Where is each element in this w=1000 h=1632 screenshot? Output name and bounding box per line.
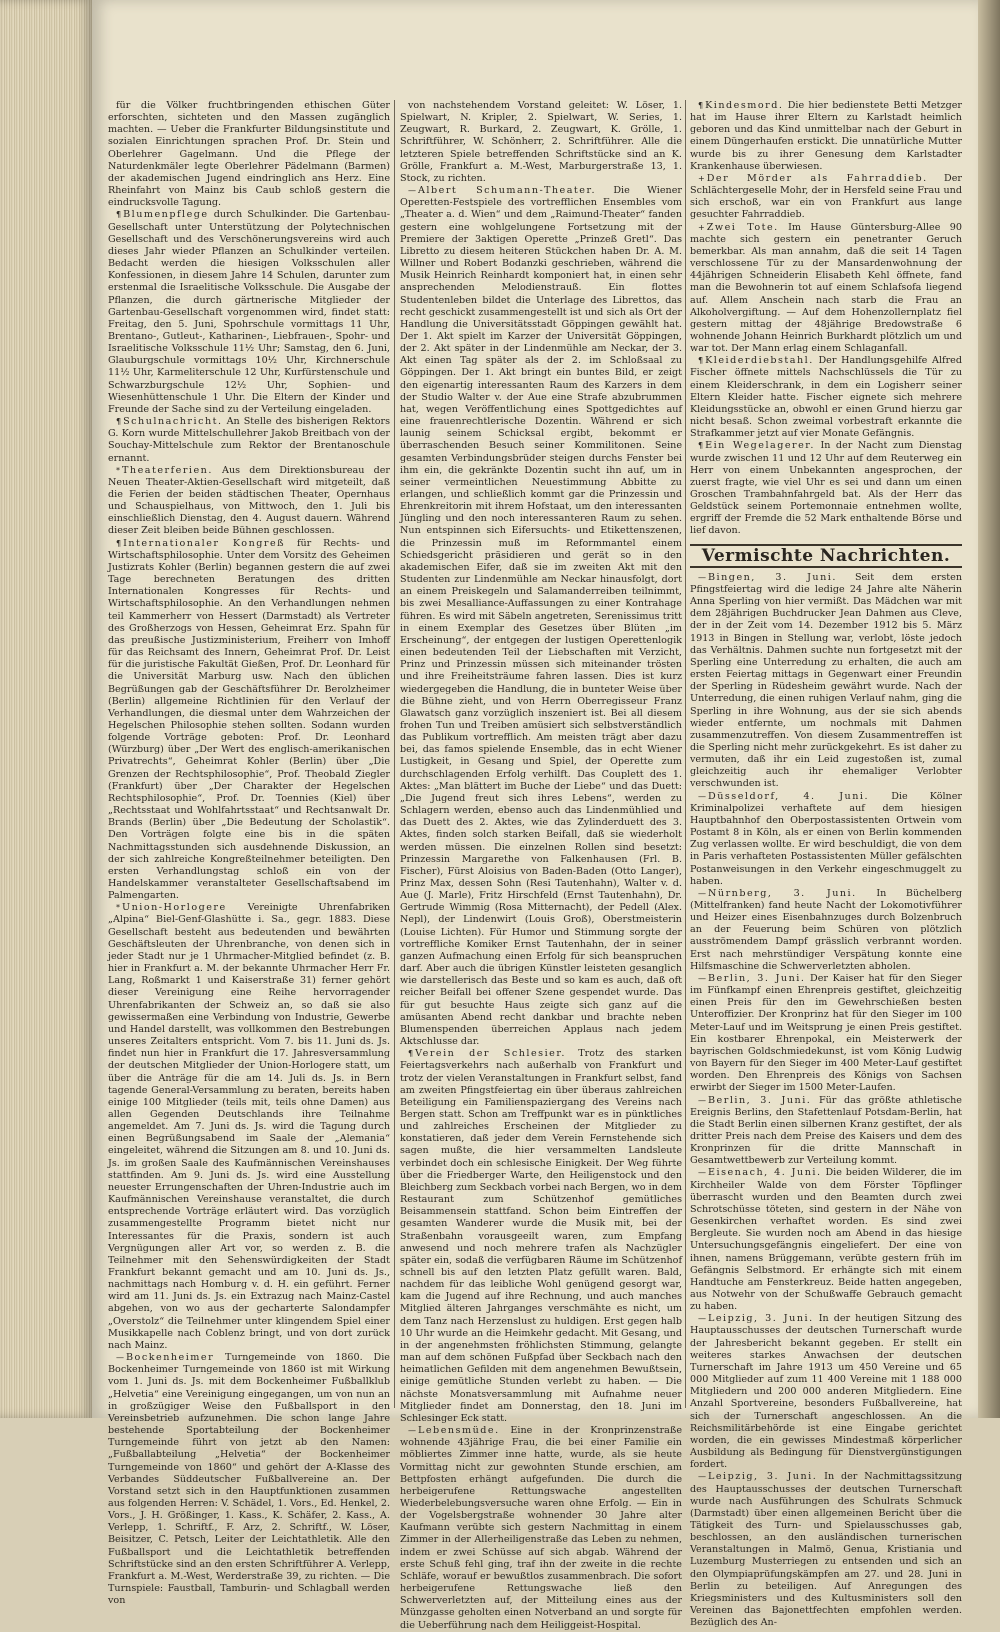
article-paragraph [690,440,962,537]
article-paragraph [690,1313,962,1471]
article-column-3 [690,100,963,1629]
paragraph-mark: — [698,791,706,801]
article-paragraph [400,1048,682,1425]
paragraph-mark: * [116,903,120,913]
paragraph-text: Für das größte athletische Ereignis Berlins, den Stafettenlauf Potsdam-Berlin, hat die Stadt Berlin einen silbernen Kranz gestiftet, der als dritter Preis nach dem Preise des Kaisers und dem des Kronprinzen für die dritte Mannschaft in Gesamtwettbewerb zur Verteilung kommt. [690,1094,962,1167]
paragraph-lead: Blumenpflege [123,209,209,221]
paragraph-lead: Schulnachricht. [123,416,223,428]
article-paragraph [108,100,390,209]
paragraph-text: In der heutigen Sitzung des Hauptausschusses der deutschen Turnerschaft wurde der Jahresbericht bekannt gegeben. Er stellt ein weiteres starkes Anwachsen der deutschen Turnerschaft im Jahre 1913 um 450 Vereine und 65 000 Mitglieder auf zum 11 400 Vereine mit 1 188 000 Mitgliedern und 200 000 anderen Mitgliedern. Eine Anzahl Sportvereine, besonders Fußballvereine, hat sich der Turnerschaft angeschlossen. An die Reichsmilitärbehörde ist eine Eingabe gerichtet worden, die ein gewisses Mindestmaß körperlicher Ausbildung als Bedingung für Dienstvergünstigungen fordert. [690,1313,962,1471]
paragraph-mark: — [698,1168,706,1178]
article-paragraph [400,185,682,1048]
article-paragraph [690,791,962,888]
paragraph-text: Der Handlungsgehilfe Alfred Fischer öffnete mittels Nachschlüssels die Tür zu einem Kleiderschrank, in dem ein Logisherr seiner Eltern Kleider hatte. Fischer eignete sich mehrere Kleidungsstücke an, obwohl er einen Grund hierzu gar nicht besaß. Schon zweimal vorbestraft erkannte die Strafkammer jetzt auf vier Monate Gefängnis. [690,355,962,440]
article-paragraph [690,355,962,440]
paragraph-text: In der Nacht zum Dienstag wurde zwischen 11 und 12 Uhr auf dem Reuterweg ein Herr von einem Unbekannten angesprochen, der zuerst fragte, wie viel Uhr es sei und dann um einen Groschen Trambahnfahrgeld bat. Als der Herr das Geldstück seinem Portemonnaie entnehmen wollte, ergriff der Fremde die 52 Mark enthaltende Börse und lief davon. [690,440,963,537]
paragraph-mark: — [408,1426,416,1436]
paragraph-text: von nachstehendem Vorstand geleitet: W. Löser, 1. Spielwart, N. Kripler, 2. Spielwart, W. Series, 1. Zeugwart, R. Burkard, 2. Zeugwart, K. Grölle, 1. Schriftführer, W. Schönherr, 2. Schriftführer. Alle die letzteren Spiele betreffenden Schriftstücke sind an K. Grölle, Frankfurt a. M.-West, Marburgerstraße 13, 1. Stock, zu richten. [400,100,682,184]
article-paragraph [108,902,390,1352]
paragraph-mark: + [698,222,705,232]
paragraph-lead: Bockenheimer [126,1352,215,1364]
paragraph-lead: Berlin, 3. Juni. [708,1094,812,1106]
newspaper-page [92,0,978,1631]
paragraph-lead: Internationaler Kongreß [123,537,286,549]
paragraph-text: Im Hause Güntersburg-Allee 90 machte sich gestern ein penetranter Geruch bemerkbar. Als man annahm, daß die seit 14 Tagen verschlossene Tür zu der Mansardenwohnung der 44jährigen Schneiderin Elisabeth Kehl öffnete, fand man die Bewohnerin tot auf einem Schlafsofa liegend auf. Allem Anschein nach starb die Frau an Alkoholvergiftung. — Auf dem Hohenzollernplatz fiel gestern mittag der 48jährige Bredowstraße 6 wohnende Johann Heinrich Burkhardt plötzlich um und war tot. Der Mann erlag einem Schlaganfall. [690,221,963,355]
paragraph-text: durch Schulkinder. Die Gartenbau-Gesellschaft unter Unterstützung der Polytechnischen Gesellschaft und des Verschönerungsvereins wird auch dieses Jahr wieder Pflanzen an Schulkinder verteilen. Bedacht werden die hiesigen Volksschulen aller Konfessionen, in diesem Jahre 14 Schulen, darunter zum erstenmal die Israelitische Volksschule. Die Ausgabe der Pflanzen, die durch gärtnerische Mitglieder der Gartenbau-Gesellschaft vorgenommen wird, findet statt: Freitag, den 5. Juni, Spohrschule vormittags 11 Uhr, Brentano-, Gutleut-, Katharinen-, Liebfrauen-, Spohr- und Israelitische Volksschule 11½ Uhr; Samstag, den 6. Juni, Glauburgschule vormittags 10½ Uhr, Kirchnerschule 11½ Uhr, Karmeliterschule 12 Uhr, Kurfürstenschule und Schwarzburgschule 12½ Uhr, Sophien- und Wiesenhüttenschule 1 Uhr. Die Eltern der Kinder und Freunde der Sache sind zu der Verteilung eingeladen. [108,209,390,415]
paragraph-lead: Union-Horlogere [122,902,227,914]
paragraph-lead: Verein der Schlesier. [415,1048,566,1060]
article-paragraph [690,888,962,973]
paragraph-lead: Berlin, 3. Juni. [708,972,806,984]
paragraph-lead: Theaterferien. [122,464,213,476]
paragraph-text: Die Wiener Operetten-Festspiele des vortrefflichen Ensembles vom „Theater a. d. Wien“ und dem „Raimund-Theater“ fanden gestern eine wohlgelungene Fortsetzung mit der Premiere der 3aktigen Operette „Prinzeß Gretl“. Das Libretto zu diesem heiteren Stückchen haben Dr. A. M. Willner und Robert Bodanzki geschrieben, während die Musik Heinrich Reinhardt komponiert hat, in einen sehr ansprechenden Melodienstrauß. Ein flottes Studentenleben bildet die Unterlage des Librettos, das recht geschickt zusammengestellt ist und sich als Ort der Handlung die Universitätsstadt Göppingen gewählt hat. Der 1. Akt spielt im Karzer der Universität Göppingen, der 2. Akt später in der Lindenmühle am Neckar, der 3. Akt einen Tag später als der 2. im Schloßsaal zu Göppingen. Der 1. Akt bringt ein buntes Bild, er zeigt den eigenartig interessanten Raum des Karzers in dem der Studio Walter v. der Aue eine Strafe abzubrummen hat, wegen Veröffentlichung eines Spottgedichtes auf eine frauenrechtlerische Dozentin. Während er sich launig seinem Schicksal ergibt, bekommt er überraschenden Besuch seiner Kommilitonen. Seine gesamten Verbindungsbrüder steigen durchs Fenster bei ihm ein, die gekränkte Dozentin sucht ihn auf, um in seiner vermeintlichen Neuestimmung Abbitte zu erlangen, und schließlich kommt gar die Prinzessin und Ehrenkreitorin mit ihrem Hofstaat, um den interessanten Jüngling und den noch interessanteren Raum zu sehen. Nun entspinnen sich Eifersuchts- und Etikettenszenen, die Prinzessin muß im Reformmantel einem Schiedsgericht präsidieren und gerät so in den akademischen Eifer, daß sie im zweiten Akt mit den Studenten zur Lindenmühle am Neckar hinausfolgt, dort an einem Preiskegeln und Salamanderreiben teilnimmt, bis zwei Mesalliance-Auffassungen zu einer Kontrahage führen. Es wird mit Säbeln angetreten, Serenissimus tritt in einem Exemplar des Gesetzes über Blüten „im Erscheinung“, der entgegen der lustigen Operettenlogik einen bedeutenden Teil der Liebschaften mit Verzicht, Prinz und Prinzessin müssen sich miteinander trösten und ihre Freiheitsträume fahren lassen. Dies ist kurz wiedergegeben die Handlung, die in bunteter Weise über die Bühne zieht, und von Herrn Oberregisseur Franz Glawatsch ganz vorzüglich inszeniert ist. Bei all diesem frohen Tun und Treiben amüsiert sich selbstverständlich das Publikum vortrefflich. Am meisten trägt aber dazu bei, das famos spielende Ensemble, das in echt Wiener Lustigkeit, in Gesang und Spiel, der Operette zum durchschlagenden Erfolg verhilft. Das Couplett des 1. Aktes: „Man blättert im Buche der Liebe“ und das Duett: „Die Jugend freut sich ihres Lebens“, werden zu Schlagern werden, ebenso auch das Lindenmühlied und das Duett des 2. Aktes, wie das Zylinderduett des 3. Aktes, finden solch starken Beifall, daß sie wiederholt werden müssen. Die einzelnen Rollen sind besetzt: Prinzessin Margarethe von Falkenhausen (Frl. B. Fischer), Fürst Aloisius von Baden-Baden (Otto Langer), Prinz Max, dessen Sohn (Resi Tautenhahn), Walter v. d. Aue (J. Marle), Fritz Hirschfeld (Ernst Tautenhahn), Dr. Gertrude Wimmig (Rosa Mitternacht), der Pedell (Alex. Nepl), der Lindenwirt (Louis Groß), Oberstmeisterin (Louise Lichten). Für Humor und Stimmung sorgte der vortreffliche Komiker Ernst Tautenhahn, der in seiner ganzen Aufmachung einen Erfolg für sich beanspruchen darf. Aber auch die übrigen Künstler leisteten gesanglich wie darstellerisch das Beste und so kam es auch, daß oft reicher Beifall bei offener Szene gespendet wurde. Das für gut besuchte Haus zeigte sich ganz auf die amüsanten Abend recht dankbar und brachte neben Blumenspenden überreichen Applaus nach jedem Aktschlusse dar. [400,185,682,1048]
paragraph-lead: Kleiderdiebstahl. [705,355,814,367]
article-column-2 [400,100,682,1631]
paragraph-lead: Kindesmord. [705,100,784,111]
article-paragraph [108,1352,390,1607]
paragraph-text: In der Nachmittagssitzung des Hauptausschusses der deutschen Turnerschaft wurde nach Ausführungen des Schulrats Schmuck (Darmstadt) über einen allgemeinen Bericht über die Tätigkeit des Turn- und Spielausschusses gab, beschlossen, an den ausländischen turnerischen Veranstaltungen in Malmö, Genua, Kristiania und Luzemburg Musterriegen zu entsenden und sich an den Olympiaprüfungskämpfen am 27. und 28. Juni in Berlin zu beteiligen. Auf Anregungen des Kriegsministers und des Kultusministers soll den Vereinen das Bajonettfechten empfohlen werden. Bezüglich des An- [690,1471,962,1629]
paragraph-lead: Lebensmüde. [418,1425,500,1437]
column-rule-1 [394,100,395,1408]
article-paragraph [108,209,390,416]
paragraph-mark: + [698,173,705,183]
paragraph-lead: Eisenach, 4. Juni. [708,1167,822,1179]
article-paragraph [690,1167,962,1313]
paragraph-mark: — [698,1095,706,1105]
article-paragraph [400,100,682,185]
paragraph-text: Die hier bedienstete Betti Metzger hat im Hause ihrer Eltern zu Karlstadt heimlich geboren und das Kind unmittelbar nach der Geburt in einem Düngerhaufen erstickt. Die unnatürliche Mutter wurde bis zu ihrer Genesung dem Karlstadter Krankenhause überwiesen. [690,100,962,172]
paragraph-lead: Düsseldorf, 4. Juni. [708,790,870,802]
column-rule-2 [685,100,686,1408]
paragraph-mark: — [116,1353,124,1363]
paragraph-mark: ¶ [116,417,122,427]
paragraph-lead: Albert Schumann-Theater. [418,185,597,197]
paragraph-mark: ¶ [116,210,122,220]
article-paragraph [690,100,962,173]
section-title-vermischte: Vermischte Nachrichten. [690,544,962,568]
paragraph-text: Eine in der Kronprinzenstraße wohnende 43jährige Frau, die bei einer Familie ein möbliertes Zimmer inne hatte, wurde, als sie heute Vormittag nicht zur gewohnten Stunde erschien, am Bettpfosten erhängt aufgefunden. Die durch die herbeigerufene Rettungswache angestellten Wiederbelebungsversuche waren ohne Erfolg. — Ein in der Vogelsbergstraße wohnender 30 Jahre alter Kaufmann verübte sich gestern Nachmittag in einem Zimmer in der Allerheiligenstraße das Leben zu nehmen, indem er zwei Schüsse auf sich abgab. Während der erste Schuß fehl ging, traf ihn der zweite in die rechte Schläfe, worauf er bewußtlos zusammenbrach. Die sofort herbeigerufene Rettungswache ließ den Schwerverletzten auf, der Mitteilung eines aus der Münzgasse geholten einen Notverband an und sorgte für die Ueberführung nach dem Heiliggeist-Hospital. [400,1425,682,1631]
paragraph-text: Aus dem Direktionsbureau der Neuen Theater-Aktien-Gesellschaft wird mitgeteilt, daß die Ferien der beiden städtischen Theater, Opernhaus und Schauspielhaus, von Mittwoch, den 1. Juli bis einschließlich Dienstag, den 4. August dauern. Während dieser Zeit bleiben beide Bühnen geschlossen. [108,464,390,537]
paragraph-mark: — [698,1472,706,1482]
paragraph-lead: Bingen, 3. Juni. [708,571,837,583]
paragraph-text: In Büchelberg (Mittelfranken) fand heute Nacht der Lokomotivführer und Heizer eines Eisenbahnzuges durch Bolzenbruch an der Feuerung beim Schüren von plötzlich ausströmendem Dampf grässlich verbrannt worden. Erst nach mehrstündiger Verspätung konnte eine Hilfsmaschine die Schwerverletzten abholen. [690,887,963,972]
paragraph-mark: ¶ [408,1049,414,1059]
paragraph-mark: ¶ [698,101,704,110]
paragraph-text: für die Völker fruchtbringenden ethischen Güter erforschten, sichteten und den Massen zugänglich machten. — Ueber die Frankfurter Bildungsinstitute und sozialen Einrichtungen sprachen Prof. Dr. Stein und Oberlehrer Gagelmann. Und die Pflege der Naturdenkmäler legte Oberlehrer Pädelmann (Barmen) der akademischen Jugend eindringlich ans Herz. Eine Rheinfahrt von Mainz bis Caub schloß gestern die eindrucksvolle Tagung. [108,100,390,209]
paragraph-lead: Leipzig, 3. Juni. [708,1313,814,1325]
paragraph-mark: — [698,973,706,983]
paragraph-text: Seit dem ersten Pfingstfeiertag wird die ledige 24 Jahre alte Näherin Anna Sperling von hier vermißt. Das Mädchen war mit dem 28jährigen Buchdrucker Jean Dahmen aus Cleve, der in der Zeit vom 14. Dezember 1912 bis 5. März 1913 in Bingen in Stellung war, verlobt, löste jedoch das Verhältnis. Dahmen suchte nun fortgesetzt mit der Sperling eine Unterredung zu erhalten, die auch am ersten Feiertag mittags in Gegenwart einer Freundin der Sperling in Rüdesheim gewährt wurde. Nach der Unterredung, die einen ruhigen Verlauf nahm, ging die Sperling in ihre Wohnung, aus der sie sich abends wieder entfernte, um nochmals mit Dahmen zusammenzutreffen. Von diesem Zusammentreffen ist die Sperling nicht mehr zurückgekehrt. Es ist daher zu vermuten, daß ihr ein Leid zugestoßen ist, zumal gleichzeitig auch ihr ehemaliger Verlobter verschwunden ist. [690,571,962,790]
article-paragraph [108,538,390,903]
book-page-edges [0,0,92,1418]
paragraph-text: Vereinigte Uhrenfabriken „Alpina“ Biel-Genf-Glashütte i. Sa., gegr. 1883. Diese Gesellschaft besteht aus bedeutenden und bewährten Geschäftsleuten der Uhrenbranche, von denen sich in jeder Stadt nur je 1 Uhrmacher-Mitglied befindet (z. B. hier in Frankfurt a. M. der bekannte Uhrmacher Herr Fr. Lang, Roßmarkt 1 und Kaiserstraße 31) ferner gehört dieser Vereinigung eine Reihe hervorragender Uhrenfabrikanten der Schweiz an, so daß sie also gewissermaßen eine Verbindung von Industrie, Gewerbe und Handel darstellt, was vollkommen den Bestrebungen unseres Zeitalters entspricht. Vom 7. bis 11. Juni ds. Js. findet nun hier in Frankfurt die 17. Jahresversammlung der deutschen Mitglieder der Union-Horlogere statt, um über die Anträge für die am 14. Juli ds. Js. in Bern tagende General-Versammlung zu beraten, bereits haben einige 100 Mitglieder (teils mit, teils ohne Damen) aus allen Gegenden Deutschlands ihre Teilnahme angemeldet. Am 7. Juni ds. Js. wird die Tagung durch einen Begrüßungsabend im Saale der „Alemania“ eingeleitet, während die Sitzungen am 8. und 10. Juni ds. Js. im großen Saale des Kaufmännischen Vereinshauses stattfinden. Am 9. Juni ds. Js. wird eine Ausstellung neuester Errungenschaften der Uhren-Industrie auch im Kaufmännischen Vereinshause veranstaltet, die durch entsprechende Vorträge erläutert wird. Das vorzüglich zusammengestellte Programm bietet nicht nur Interessantes für die Praxis, sondern ist auch Vergnügungen aller Art vor, so werden z. B. die Teilnehmer mit den Sehenswürdigkeiten der Stadt Frankfurt bekannt gemacht und am 10. Juni ds. Js., nachmittags nach Homburg v. d. H. ein geführt. Ferner wird am 11. Juni ds. Js. ein Extrazug nach Mainz-Castel abgehen, von wo aus der gecharterte Salondampfer „Overstolz“ die Teilnehmer unter klingendem Spiel einer Musikkapelle nach Coblenz bringt, und von dort zurück nach Mainz. [108,902,390,1351]
paragraph-mark: — [698,1314,706,1324]
paragraph-text: Turngemeinde von 1860. Die Bockenheimer Turngemeinde von 1860 ist mit Wirkung vom 1. Juni ds. Js. mit dem Bockenheimer Fußballklub „Helvetia“ eine Vereinigung eingegangen, um von nun an in großzügiger Weise den Fußballsport in den Vereinsbetrieb aufzunehmen. Die schon lange Jahre bestehende Sportabteilung der Bockenheimer Turngemeinde führt von jetzt ab den Namen: „Fußballabteilung „Helvetia“ der Bockenheimer Turngemeinde von 1860“ und gehört der A-Klasse des Verbandes Süddeutscher Fußballvereine an. Der Vorstand setzt sich in den Hauptfunktionen zusammen aus folgenden Herren: V. Schädel, 1. Vors., Ed. Henkel, 2. Vors., J. H. Größinger, 1. Kass., K. Schäfer, 2. Kass., A. Verlepp, 1. Schriftf., F. Arz, 2. Schriftf., W. Löser, Beisitzer, C. Petsch, Leiter der Leichtathletik. Alle den Fußballsport und die Leichtathletik betreffenden Schriftstücke sind an den ersten Schriftführer A. Verlepp, Frankfurt a. M.-West, Werderstraße 39, zu richten. — Die Turnspiele: Faustball, Tamburin- und Schlagball werden von [108,1352,390,1607]
paragraph-lead: Nürnberg, 3. Juni. [708,887,857,899]
paragraph-mark: * [116,465,120,475]
article-paragraph [690,1095,962,1168]
article-column-1 [108,100,390,1607]
article-paragraph [690,572,962,791]
article-paragraph [690,1471,962,1629]
paragraph-text: An Stelle des bisherigen Rektors G. Korn wurde Mittelschullehrer Jakob Breitbach von der Souchay-Mittelschule zum Rektor der Brentanoschule ernannt. [108,416,390,464]
article-paragraph [108,416,390,465]
paragraph-mark: — [698,888,706,898]
article-paragraph [400,1425,682,1632]
paragraph-text: Die Kölner Kriminalpolizei verhaftete auf dem hiesigen Hauptbahnhof den Oberpostassistenten Ortwein vom Postamt 8 in Köln, als er einen von Berlin kommenden Zug verlassen wollte. Er wird beschuldigt, die von dem in Paris verhafteten Postassistenten Müller gefälschten Postanweisungen in den Verkehr eingeschmuggelt zu haben. [690,790,962,887]
paragraph-lead: Der Mörder als Fahrraddieb. [706,172,928,184]
paragraph-text: Der Schlächtergeselle Mohr, der in Hersfeld seine Frau und sich erschoß, war ein von Frankfurt aus lange gesuchter Fahrraddieb. [690,172,962,221]
paragraph-lead: Leipzig, 3. Juni. [708,1471,818,1483]
paragraph-mark: ¶ [698,356,704,366]
paragraph-mark: ¶ [116,538,122,548]
article-paragraph [690,222,962,356]
article-paragraph [690,173,962,222]
article-paragraph [690,973,962,1095]
paragraph-text: Die beiden Wilderer, die im Kirchheiler Walde von dem Förster Töpflinger überrascht wurden und den Beamten durch zwei Schrotschüsse töteten, sind gestern in der Nähe von Gesenkirchen verhaftet worden. Es sind zwei Bergleute. Sie wurden noch am Abend in das hiesige Untersuchungsgefängnis eingeliefert. Der eine von ihnen, namens Brüggemann, verübte gestern früh im Gefängnis Selbstmord. Er erhängte sich mit einem Handtuche am Fensterkreuz. Beide hatten angegeben, aus Notwehr von der Schußwaffe Gebrauch gemacht zu haben. [690,1167,962,1313]
paragraph-lead: Zwei Tote. [706,221,779,233]
paragraph-text: Der Kaiser hat für den Sieger im Fünfkampf einen Ehrenpreis gestiftet, gleichzeitig einen Preis für den im Gewehrschießen besten Unteroffizier. Der Kronprinz hat für den Sieger im 100 Meter-Lauf und im Weitsprung je einen Preis gestiftet. Ein kostbarer Ehrenpokal, ein Meisterwerk der bayrischen Goldschmiedekunst, ist vom König Ludwig von Bayern für den Sieger im 400 Meter-Lauf gestiftet worden. Den Ehrenpreis des Königs von Sachsen erwirbt der Sieger im 1500 Meter-Laufen. [690,972,962,1094]
paragraph-lead: Ein Wegelagerer. [705,440,815,452]
paragraph-text: für Rechts- und Wirtschaftsphilosophie. Unter dem Vorsitz des Geheimen Justizrats Kohler (Berlin) begannen gestern die auf zwei Tage berechneten Beratungen des dritten Internationalen Kongresses für Rechts- und Wirtschaftsphilosophie. An den Verhandlungen nehmen teil Kammerherr von Hessert (Darmstadt) als Vertreter des Großherzogs von Hessen, Geheimrat Erz. Spahn für das preußische Justizministerium, Freiherr von Imhoff für das Reichsamt des Innern, Geheimrat Prof. Dr. Leist für die juristische Fakultät Gießen, Prof. Dr. Leonhard für die Universität Marburg usw. Nach den üblichen Begrüßungen gab der Geschäftsführer Dr. Berolzheimer (Berlin) allgemeine Richtlinien für den Verlauf der Verhandlungen, die diesmal unter dem Wahrzeichen der Hegelschen Philosophie stehen sollten. Sodann wurden folgende Vorträge geboten: Prof. Dr. Leonhard (Würzburg) über „Der Wert des englisch-amerikanischen Privatrechts“, Geheimrat Kohler (Berlin) über „Die Grenzen der Rechtsphilosophie“, Prof. Theobald Ziegler (Frankfurt) über „Der Charakter der Hegelschen Rechtsphilosophie“, Prof. Dr. Toennies (Kiel) über „Rechtsstaat und Wohlfahrtsstaat“ und Rechtsanwalt Dr. Brands (Berlin) über „Die Bedeutung der Scholastik“. Den Vorträgen folgte eine bis in die späten Nachmittagsstunden sich ausdehnende Diskussion, an der sich zahlreiche Kongreßteilnehmer beteiligten. Den ersten Verhandlungstag schloß ein von der Handelskammer veranstalteter Gesellschaftsabend im Palmengarten. [108,537,390,902]
paragraph-mark: ¶ [698,441,704,451]
article-paragraph [108,465,390,538]
paragraph-text: Trotz des starken Feiertagsverkehrs nach außerhalb von Frankfurt und trotz der vielen Veranstaltungen in Frankfurt selbst, fand am zweiten Pfingstfeiertag ein über überaus zahlreichen Beteiligung ein Familienspaziergang des Vereins nach Bergen statt. Schon am Treffpunkt war es in pünktliches und zahlreiches Erscheinen der Mitglieder zu konstatieren, daß jeder dem Verein Fernstehende sich sagen mußte, die hier versammelten Landsleute verbindet doch ein schlesische Einigkeit. Der Weg führte über die Friedberger Warte, den Heiligenstock und den Bleichberg zum Seckbach vorbei nach Bergen, wo in dem Restaurant zum Schützenhof gemütliches Beisammensein stattfand. Schon beim Eintreffen der gesamten Wanderer wurde die Musik mit, bei der Straßenbahn vorausgeeilt waren, zum Empfang anwesend und noch mehrere trafen als Nachzügler später ein, sodaß die verfügbaren Räume im Schützenhof schnell bis auf den letzten Platz gefüllt waren. Bald, nachdem für das leibliche Wohl genügend gesorgt war, kam die Jugend auf ihre Rechnung, und auch manches Mitglied älteren Jahrganges verschmähte es nicht, um dem Tanz nach Herzenslust zu huldigen. Erst gegen halb 10 Uhr wurde an die Heimkehr gedacht. Mit Gesang, und in der angenehmsten fröhlichsten Stimmung, gelangte man auf dem schönen Fußpfad über Seckbach nach den heimatlichen Gefilden mit dem angenehmen Bewußtsein, einige gemütliche Stunden verlebt zu haben. — Die nächste Monatsversammlung mit Aufnahme neuer Mitglieder findet am Donnerstag, den 18. Juni im Schlesinger Eck statt. [400,1048,682,1424]
paragraph-mark: — [408,186,416,196]
book-binding-shadow [978,0,1000,1418]
paragraph-mark: — [698,572,706,582]
